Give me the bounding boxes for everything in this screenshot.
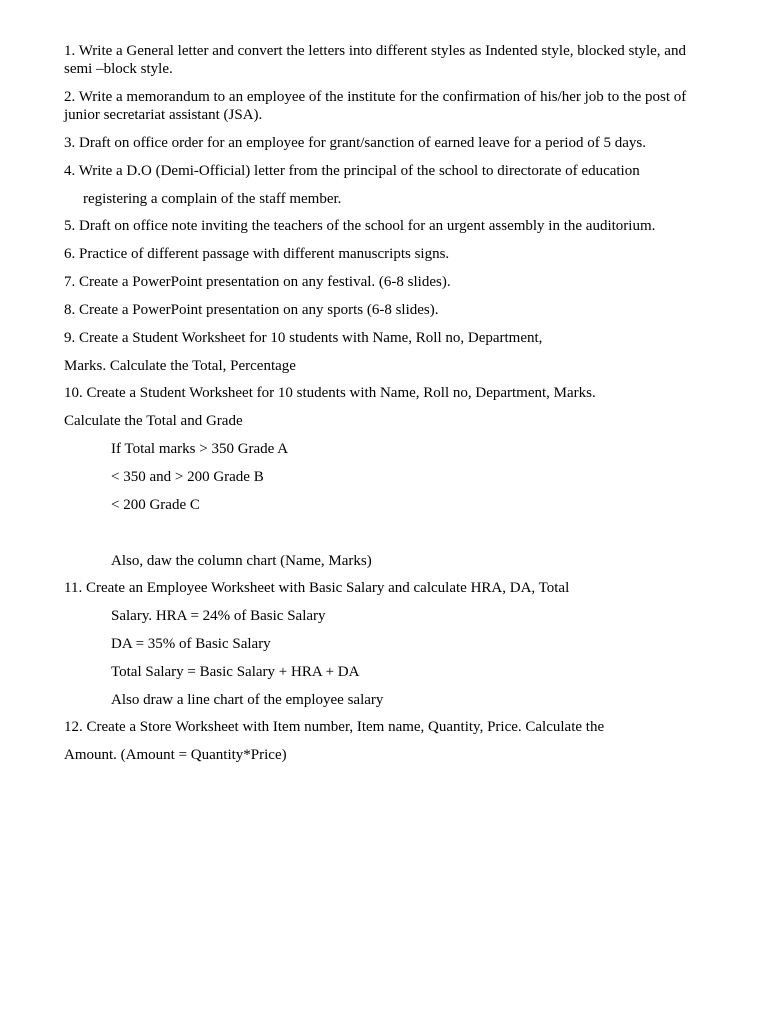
list-item-11-line-5: Also draw a line chart of the employee salary xyxy=(111,692,384,708)
list-item-3: 3. Draft on office order for an employee for grant/sanction of earned leave for a period of 5 days. xyxy=(64,135,646,151)
list-item-12-line-2: Amount. (Amount = Quantity*Price) xyxy=(64,747,287,763)
list-item-1: 1. Write a General letter and convert the letters into different styles as Indented style, blocked style, and semi –block style. xyxy=(64,43,686,77)
list-item-9-line-2: Marks. Calculate the Total, Percentage xyxy=(64,358,296,374)
list-item-4-line-2: registering a complain of the staff member. xyxy=(83,191,342,207)
list-item-9-line-1: 9. Create a Student Worksheet for 10 students with Name, Roll no, Department, xyxy=(64,330,543,346)
list-item-10-chart-note: Also, daw the column chart (Name, Marks) xyxy=(111,553,372,569)
list-item-11-line-4: Total Salary = Basic Salary + HRA + DA xyxy=(111,664,360,680)
list-item-5: 5. Draft on office note inviting the teachers of the school for an urgent assembly in the auditorium. xyxy=(64,218,656,234)
list-item-12-line-1: 12. Create a Store Worksheet with Item number, Item name, Quantity, Price. Calculate the xyxy=(64,719,605,735)
list-item-2: 2. Write a memorandum to an employee of the institute for the confirmation of his/her job to the post of junior secretariat assistant (JSA). xyxy=(64,89,687,123)
list-item-11-line-1: 11. Create an Employee Worksheet with Basic Salary and calculate HRA, DA, Total xyxy=(64,580,570,596)
grade-rule-b: < 350 and > 200 Grade B xyxy=(111,469,264,485)
grade-rule-c: < 200 Grade C xyxy=(111,497,200,513)
list-item-4-line-1: 4. Write a D.O (Demi-Official) letter from the principal of the school to directorate of education xyxy=(64,163,640,179)
list-item-10-line-2: Calculate the Total and Grade xyxy=(64,413,243,429)
list-item-11-line-2: Salary. HRA = 24% of Basic Salary xyxy=(111,608,326,624)
list-item-6: 6. Practice of different passage with different manuscripts signs. xyxy=(64,246,450,262)
list-item-8: 8. Create a PowerPoint presentation on any sports (6-8 slides). xyxy=(64,302,439,318)
list-item-11-line-3: DA = 35% of Basic Salary xyxy=(111,636,271,652)
list-item-7: 7. Create a PowerPoint presentation on any festival. (6-8 slides). xyxy=(64,274,451,290)
list-item-10-line-1: 10. Create a Student Worksheet for 10 students with Name, Roll no, Department, Marks. xyxy=(64,385,596,401)
grade-rule-a: If Total marks > 350 Grade A xyxy=(111,441,289,457)
